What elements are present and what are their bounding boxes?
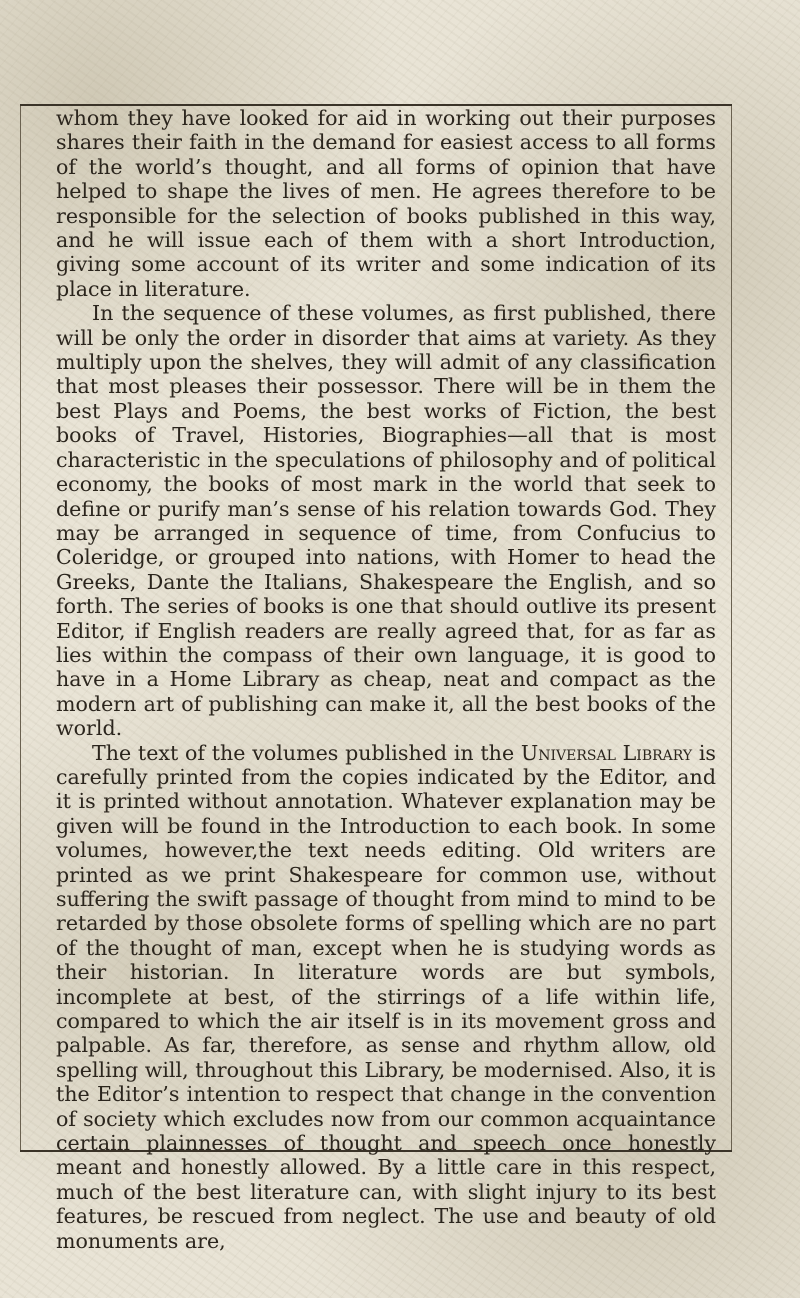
paragraph-3-rest: is carefully printed from the copies indicated by the Editor, and it is printed without annotation. Whatever explanation may be given will be found in the Introduction to each book. In some volumes, however,the text needs editing. Old writers are printed as we print Shakespeare for common use, without suffering the swift passage of thought from mind to mind to be retarded by those obsolete forms of spelling which are no part of the thought of man, except when he is studying words as their historian. In literature words are but symbols, incomplete at best, of the stirrings of a life within life, compared to which the air itself is in its movement gross and palpable. As far, therefore, as sense and rhythm allow, old spelling will, throughout this Library, be modernised. Also, it is the Editor’s intention to respect that change in the convention of society which excludes now from our common acquaintance certain plainnesses of thought and speech once honestly meant and honestly allowed. By a little care in this respect, much of the best literature can, with slight injury to its best features, be rescued from neglect. The use and beauty of old monuments are, <box>56 740 716 1253</box>
body-text <box>56 106 716 1253</box>
paragraph-1: whom they have looked for aid in working out their purposes shares their faith in the demand for easiest access to all forms of the world’s thought, and all forms of opinion that have helped to shape the lives of men. He agrees therefore to be responsible for the selection of books published in this way, and he will issue each of them with a short Introduction, giving some account of its writer and some indication of its place in literature. <box>56 106 716 301</box>
paragraph-3-start: The text of the volumes published in the <box>92 740 521 765</box>
library-name: Universal Library <box>520 740 693 765</box>
paragraph-2: In the sequence of these volumes, as first published, there will be only the order in disorder that aims at variety. As they multiply upon the shelves, they will admit of any classification that most pleases their possessor. There will be in them the best Plays and Poems, the best works of Fiction, the best books of Travel, Histories, Biographies—all that is most characteristic in the speculations of philosophy and of political economy, the books of most mark in the world that seek to define or purify man’s sense of his relation towards God. They may be arranged in sequence of time, from Confucius to Coleridge, or grouped into nations, with Homer to head the Greeks, Dante the Italians, Shakespeare the English, and so forth. The series of books is one that should outlive its present Editor, if English readers are really agreed that, for as far as lies within the compass of their own language, it is good to have in a Home Library as cheap, neat and compact as the modern art of publishing can make it, all the best books of the world. <box>56 301 716 741</box>
paragraph-3 <box>56 741 716 1254</box>
